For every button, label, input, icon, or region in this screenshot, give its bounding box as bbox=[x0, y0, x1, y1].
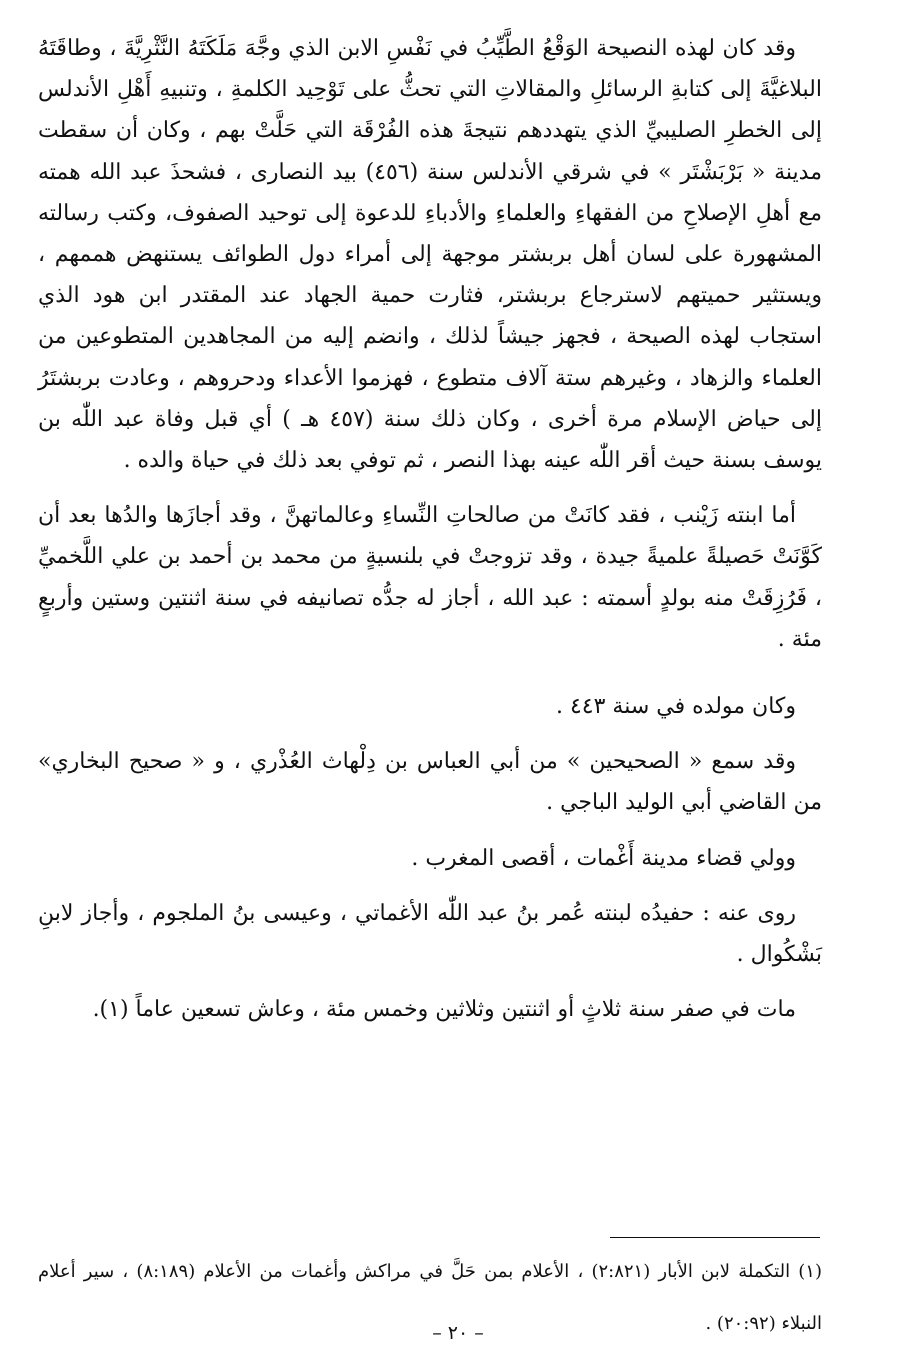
paragraph: أما ابنته زَيْنب ، فقد كانَتْ من صالحاتِ النِّساءِ وعالماتهنَّ ، وقد أجازَها والدُها بعد أن كَوَّنَتْ حَصيلةً علميةً جيدة ، وقد تزوجتْ في بلنسيةٍ من محمد بن أحمد بن علي اللَّخميِّ ، فَرُزِقَتْ منه بولدٍ أسمته : عبد الله ، أجاز له جدُّه تصانيفه في سنة اثنتين وستين وأربعٍ مئة . bbox=[38, 503, 822, 652]
paragraph: وقد كان لهذه النصيحة الوَقْعُ الطَّيِّبُ في نَفْسِ الابن الذي وجَّهَ مَلَكَتَهُ النَّثْرِيَّةَ ، وطاقَتَهُ البلاغيَّةَ إلى كتابةِ الرسائلِ والمقالاتِ التي تحثُّ على تَوْحِيد الكلمةِ ، وتنبيهِ أَهْلِ الأندلس إلى الخطرِ الصليبيِّ الذي يتهددهم نتيجةَ هذه الفُرْقَة التي حَلَّتْ بهم ، وكان أن سقطت مدينة « بَرْبَشْتَر » في شرقي الأندلس سنة (٤٥٦) بيد النصارى ، فشحذَ عبد الله همته مع أهلِ الإصلاحِ من الفقهاءِ والعلماءِ والأدباءِ للدعوة إلى توحيد الصفوف، وكتب رسالته المشهورة على لسان أهل بربشتر موجهة إلى أمراء دول الطوائف يستنهض هممهم ، ويستثير حميتهم لاسترجاع بربشتر، فثارت حمية الجهاد عند المقتدر ابن هود الذي استجاب لهذه الصيحة ، فجهز جيشاً لذلك ، وانضم إليه من المجاهدين المتطوعين من العلماء والزهاد ، وغيرهم ستة آلاف متطوع ، فهزموا الأعداء ودحروهم ، وعادت بربشتَرُ إلى حياض الإسلام مرة أخرى ، وكان ذلك سنة (٤٥٧ هـ ) أي قبل وفاة عبد اللّٰه بن يوسف بسنة حيث أقر اللّٰه عينه بهذا النصر ، ثم توفي بعد ذلك في حياة والده . bbox=[38, 36, 823, 474]
paragraph: وولي قضاء مدينة أَغْمات ، أقصى المغرب . bbox=[411, 845, 796, 871]
paragraph: وكان مولده في سنة ٤٤٣ . bbox=[555, 694, 796, 720]
footnote-divider bbox=[610, 1237, 820, 1238]
body-text bbox=[38, 28, 822, 1030]
page-number: – ٢٠ – bbox=[432, 1322, 484, 1344]
footnote: (١) التكملة لابن الأبار (٢:٨٢١) ، الأعلام بمن حَلَّ في مراكش وأغمات من الأعلام (٨:١٨٩) ، سير أعلام النبلاء (٢٠:٩٢) . bbox=[38, 1261, 822, 1334]
paragraph: روى عنه : حفيدُه لبنته عُمر بنُ عبد اللّٰه الأغماتي ، وعيسى بنُ الملجوم ، وأجاز لابنِ بَشْكُوال . bbox=[38, 900, 822, 968]
paragraph: وقد سمع « الصحيحين » من أبي العباس بن دِلْهاث العُذْري ، و « صحيح البخاري» من القاضي أبي الوليد الباجي . bbox=[38, 749, 822, 816]
paragraph: مات في صفر سنة ثلاثٍ أو اثنتين وثلاثين وخمس مئة ، وعاش تسعين عاماً (١). bbox=[92, 997, 796, 1023]
